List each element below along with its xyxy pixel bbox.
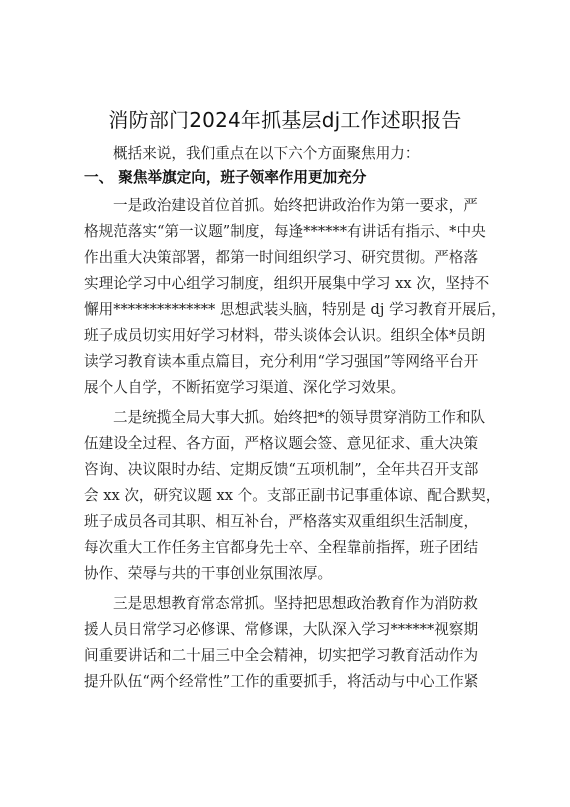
paragraph-line: 三是思想教育常态常抓。坚持把思想政治教育作为消防救: [113, 595, 478, 612]
paragraph-line: 会 xx 次，研究议题 xx 个。支部正副书记事重体谅、配合默契，: [84, 487, 501, 504]
paragraph-line: 读学习教育读本重点篇目，充分利用“学习强国”等网络平台开: [84, 353, 479, 370]
paragraph-line: 咨询、决议限时办结、定期反馈“五项机制”，全年共召开支部: [84, 461, 479, 478]
intro-paragraph: 概括来说，我们重点在以下六个方面聚焦用力：: [113, 145, 420, 162]
section-heading-1: 一、 聚焦举旗定向，班子领率作用更加充分: [84, 169, 367, 186]
paragraph-line: 提升队伍“两个经常性”工作的重要抓手，将活动与中心工作紧: [84, 673, 479, 690]
paragraph-line: 一是政治建设首位首抓。始终把讲政治作为第一要求，严: [113, 197, 478, 214]
paragraph-line: 展个人自学，不断拓宽学习渠道、深化学习效果。: [84, 379, 406, 396]
paragraph-line: 班子成员切实用好学习材料，带头谈体会认识。组织全体*员朗: [84, 327, 486, 344]
paragraph-line: 协作、荣辱与共的干事创业氛围浓厚。: [84, 565, 333, 582]
paragraph-line: 班子成员各司其职、相互补台，严格落实双重组织生活制度，: [84, 513, 479, 530]
document-title: 消防部门2024年抓基层dj工作述职报告: [108, 108, 462, 132]
paragraph-line: 实理论学习中心组学习制度，组织开展集中学习 xx 次，坚持不: [84, 275, 490, 292]
paragraph-line: 伍建设全过程、各方面，严格议题会签、意见征求、重大决策: [84, 435, 479, 452]
paragraph-line: 每次重大工作任务主官都身先士卒、全程靠前指挥，班子团结: [84, 539, 479, 556]
paragraph-line: 二是统揽全局大事大抓。始终把*的领导贯穿消防工作和队: [113, 409, 486, 426]
paragraph-line: 间重要讲话和二十届三中全会精神，切实把学习教育活动作为: [84, 647, 479, 664]
paragraph-line: 作出重大决策部署，都第一时间组织学习、研究贯彻。严格落: [84, 249, 479, 266]
paragraph-line: 援人员日常学习必修课、常修课，大队深入学习******视察期: [84, 621, 479, 638]
paragraph-line: 格规范落实“第一议题”制度，每逢******有讲话有指示、*中央: [84, 223, 486, 240]
paragraph-line: 懈用************** 思想武装头脑，特别是 dj 学习教育开展后，: [84, 301, 506, 318]
